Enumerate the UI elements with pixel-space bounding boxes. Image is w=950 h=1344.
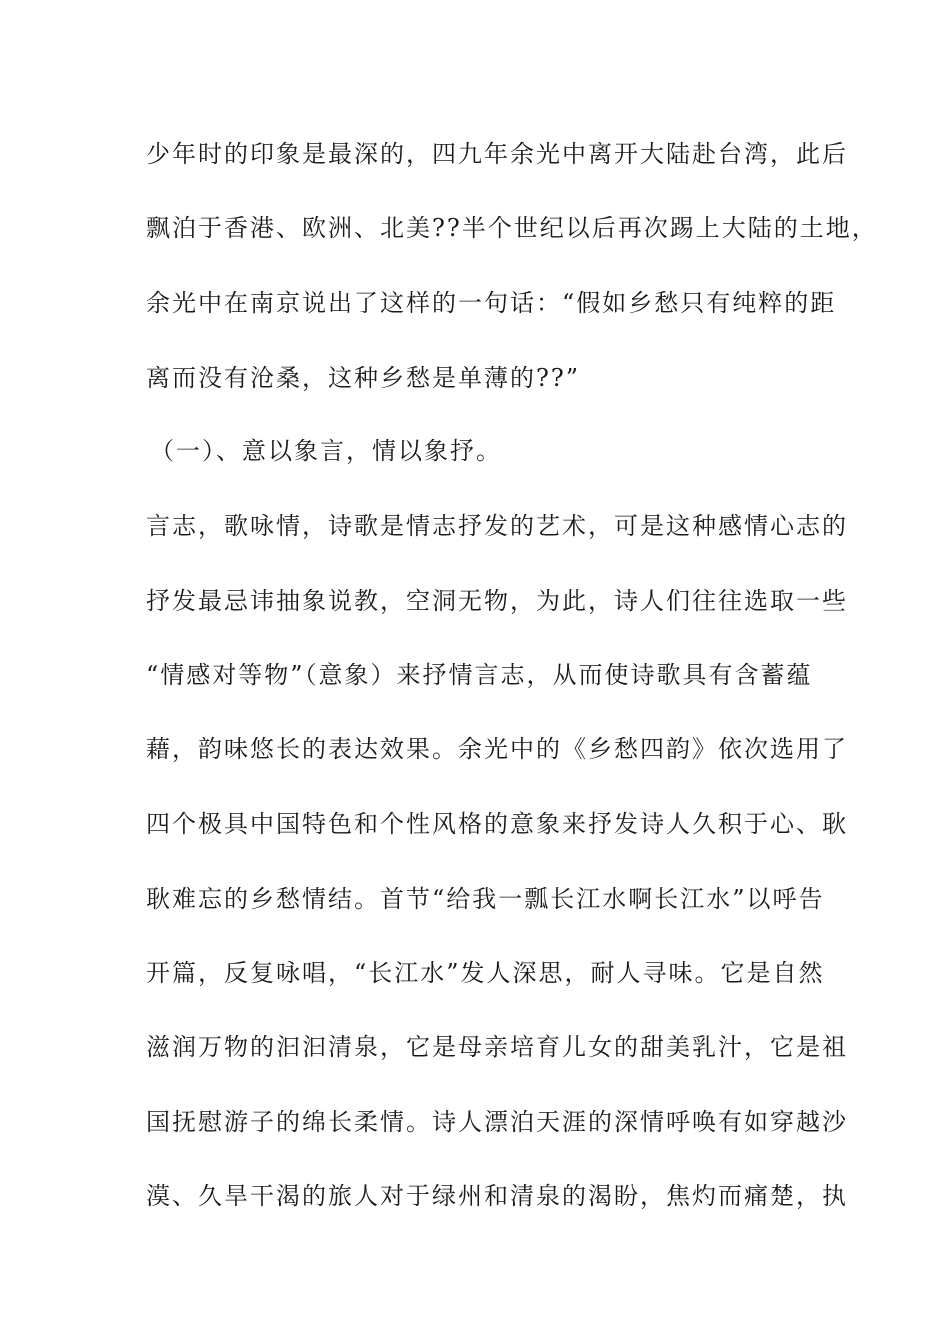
text-line: 飘泊于香港、欧洲、北美??半个世纪以后再次踢上大陆的土地，: [146, 214, 878, 242]
text-line: 言志，歌咏情，诗歌是情志抒发的艺术，可是这种感情心志的: [146, 512, 848, 540]
text-line: 离而没有沧桑，这种乡愁是单薄的??”: [146, 364, 581, 392]
text-line: “情感对等物”（意象）来抒情言志，从而使诗歌具有含蓄蕴: [146, 661, 813, 689]
text-line: 抒发最忌讳抽象说教，空洞无物，为此，诗人们往往选取一些: [146, 587, 848, 615]
section-heading: （一）、意以象言，情以象抒。: [150, 437, 502, 465]
text-line: 四个极具中国特色和个性风格的意象来抒发诗人久积于心、耿: [146, 810, 848, 838]
text-line: 国抚慰游子的绵长柔情。诗人漂泊天涯的深情呼唤有如穿越沙: [146, 1108, 848, 1136]
text-line: 漠、久旱干渴的旅人对于绿州和清泉的渴盼，焦灼而痛楚，执: [146, 1182, 848, 1210]
text-line: 余光中在南京说出了这样的一句话：“假如乡愁只有纯粹的距: [146, 289, 837, 317]
text-line: 藉，韵味悠长的表达效果。余光中的《乡愁四韵》依次选用了: [146, 735, 848, 763]
text-line: 开篇，反复咏唱，“长江水”发人深思，耐人寻味。它是自然: [146, 959, 825, 987]
text-line: 耿难忘的乡愁情结。首节“给我一瓢长江水啊长江水”以呼告: [146, 885, 825, 913]
text-line: 少年时的印象是最深的，四九年余光中离开大陆赴台湾，此后: [146, 140, 848, 168]
text-line: 滋润万物的汩汩清泉，它是母亲培育儿女的甜美乳汁，它是祖: [146, 1033, 848, 1061]
